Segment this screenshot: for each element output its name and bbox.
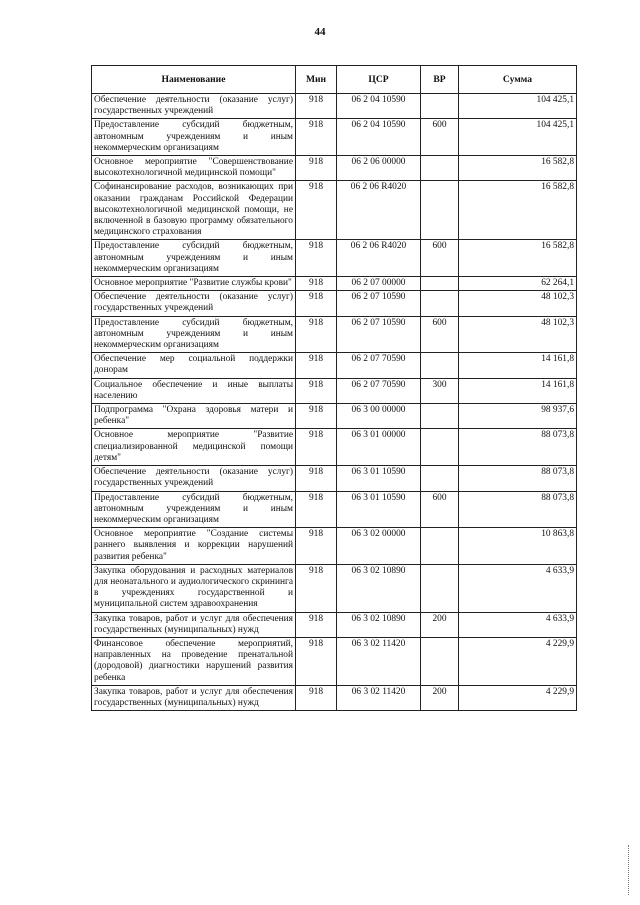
header-name: Наименование	[92, 66, 296, 94]
cell-vr: 600	[421, 316, 459, 353]
cell-min: 918	[296, 156, 337, 181]
cell-name: Предоставление субсидий бюджетным, автономным учреждениям и иным некоммерческим организациям	[92, 316, 296, 353]
cell-sum: 4 229,9	[459, 685, 577, 710]
table-row	[92, 466, 577, 491]
cell-sum: 14 161,8	[459, 378, 577, 403]
cell-name: Социальное обеспечение и иные выплаты населению	[92, 378, 296, 403]
cell-csr: 06 3 01 10590	[337, 491, 421, 528]
table-row	[92, 240, 577, 277]
table-row	[92, 429, 577, 466]
cell-sum: 48 102,3	[459, 316, 577, 353]
cell-vr	[421, 156, 459, 181]
table-row	[92, 119, 577, 156]
cell-csr: 06 3 01 10590	[337, 466, 421, 491]
table-row	[92, 378, 577, 403]
table-row	[92, 156, 577, 181]
cell-csr: 06 2 06 R4020	[337, 240, 421, 277]
cell-sum: 4 229,9	[459, 637, 577, 685]
cell-vr	[421, 291, 459, 316]
cell-name: Обеспечение деятельности (оказание услуг) государственных учреждений	[92, 94, 296, 119]
cell-min: 918	[296, 491, 337, 528]
cell-name: Предоставление субсидий бюджетным, автономным учреждениям и иным некоммерческим организациям	[92, 491, 296, 528]
cell-vr	[421, 564, 459, 612]
cell-csr: 06 3 01 00000	[337, 429, 421, 466]
cell-min: 918	[296, 429, 337, 466]
table-row	[92, 564, 577, 612]
cell-min: 918	[296, 466, 337, 491]
cell-sum: 88 073,8	[459, 491, 577, 528]
cell-vr	[421, 277, 459, 291]
table-row	[92, 404, 577, 429]
cell-csr: 06 2 07 70590	[337, 378, 421, 403]
cell-csr: 06 2 07 10590	[337, 316, 421, 353]
cell-min: 918	[296, 378, 337, 403]
cell-csr: 06 3 02 10890	[337, 612, 421, 637]
cell-min: 918	[296, 119, 337, 156]
cell-name: Обеспечение деятельности (оказание услуг) государственных учреждений	[92, 291, 296, 316]
cell-sum: 48 102,3	[459, 291, 577, 316]
header-sum: Сумма	[459, 66, 577, 94]
table-header-row	[92, 66, 577, 94]
cell-csr: 06 3 02 00000	[337, 528, 421, 565]
cell-csr: 06 2 07 10590	[337, 291, 421, 316]
cell-sum: 16 582,8	[459, 240, 577, 277]
cell-min: 918	[296, 612, 337, 637]
cell-vr	[421, 528, 459, 565]
cell-vr	[421, 429, 459, 466]
cell-name: Основное мероприятие "Создание системы раннего выявления и коррекции нарушений развития ребенка"	[92, 528, 296, 565]
cell-vr	[421, 466, 459, 491]
table-row	[92, 491, 577, 528]
table-row	[92, 528, 577, 565]
cell-name: Основное мероприятие "Совершенствование высокотехнологичной медицинской помощи"	[92, 156, 296, 181]
cell-vr: 300	[421, 378, 459, 403]
cell-min: 918	[296, 316, 337, 353]
cell-name: Закупка оборудования и расходных материалов для неонатального и аудиологического скрининга в учреждениях государственной и муниципальной систем здравоохранения	[92, 564, 296, 612]
cell-csr: 06 3 02 10890	[337, 564, 421, 612]
cell-csr: 06 2 07 00000	[337, 277, 421, 291]
cell-sum: 104 425,1	[459, 119, 577, 156]
table-row	[92, 637, 577, 685]
cell-csr: 06 2 07 70590	[337, 353, 421, 378]
cell-name: Финансовое обеспечение мероприятий, направленных на проведение пренатальной (дородовой) диагностики нарушений развития ребенка	[92, 637, 296, 685]
cell-csr: 06 2 06 00000	[337, 156, 421, 181]
cell-name: Софинансирование расходов, возникающих при оказании гражданам Российской Федерации высокотехнологичной медицинской помощи, не включенной в базовую программу обязательного медицинского страхования	[92, 181, 296, 240]
cell-name: Обеспечение мер социальной поддержки донорам	[92, 353, 296, 378]
cell-vr: 600	[421, 240, 459, 277]
cell-vr: 200	[421, 685, 459, 710]
header-csr: ЦСР	[337, 66, 421, 94]
cell-sum: 104 425,1	[459, 94, 577, 119]
cell-csr: 06 2 06 R4020	[337, 181, 421, 240]
cell-sum: 14 161,8	[459, 353, 577, 378]
budget-table	[91, 65, 577, 711]
cell-csr: 06 2 04 10590	[337, 94, 421, 119]
cell-min: 918	[296, 685, 337, 710]
cell-name: Предоставление субсидий бюджетным, автономным учреждениям и иным некоммерческим организациям	[92, 240, 296, 277]
cell-sum: 62 264,1	[459, 277, 577, 291]
cell-name: Закупка товаров, работ и услуг для обеспечения государственных (муниципальных) нужд	[92, 685, 296, 710]
cell-vr	[421, 404, 459, 429]
cell-name: Обеспечение деятельности (оказание услуг) государственных учреждений	[92, 466, 296, 491]
scan-edge-marks	[628, 845, 630, 895]
cell-csr: 06 3 00 00000	[337, 404, 421, 429]
table-row	[92, 277, 577, 291]
cell-sum: 16 582,8	[459, 156, 577, 181]
table-row	[92, 94, 577, 119]
cell-name: Основное мероприятие "Развитие службы крови"	[92, 277, 296, 291]
header-vr: ВР	[421, 66, 459, 94]
cell-min: 918	[296, 240, 337, 277]
cell-csr: 06 2 04 10590	[337, 119, 421, 156]
table-body	[92, 94, 577, 711]
table-row	[92, 316, 577, 353]
cell-sum: 88 073,8	[459, 429, 577, 466]
cell-vr	[421, 181, 459, 240]
cell-vr	[421, 637, 459, 685]
cell-sum: 4 633,9	[459, 564, 577, 612]
cell-sum: 4 633,9	[459, 612, 577, 637]
cell-min: 918	[296, 181, 337, 240]
cell-vr: 600	[421, 491, 459, 528]
cell-min: 918	[296, 291, 337, 316]
cell-min: 918	[296, 277, 337, 291]
cell-csr: 06 3 02 11420	[337, 685, 421, 710]
page-number: 44	[314, 26, 326, 38]
cell-min: 918	[296, 528, 337, 565]
cell-min: 918	[296, 404, 337, 429]
cell-vr	[421, 353, 459, 378]
table-row	[92, 353, 577, 378]
header-min: Мин	[296, 66, 337, 94]
cell-name: Закупка товаров, работ и услуг для обеспечения государственных (муниципальных) нужд	[92, 612, 296, 637]
table-row	[92, 685, 577, 710]
cell-min: 918	[296, 637, 337, 685]
cell-sum: 16 582,8	[459, 181, 577, 240]
cell-sum: 98 937,6	[459, 404, 577, 429]
cell-csr: 06 3 02 11420	[337, 637, 421, 685]
table-row	[92, 612, 577, 637]
cell-name: Предоставление субсидий бюджетным, автономным учреждениям и иным некоммерческим организациям	[92, 119, 296, 156]
cell-vr: 200	[421, 612, 459, 637]
cell-name: Основное мероприятие "Развитие специализированной медицинской помощи детям"	[92, 429, 296, 466]
cell-min: 918	[296, 353, 337, 378]
table-row	[92, 181, 577, 240]
cell-min: 918	[296, 564, 337, 612]
cell-sum: 88 073,8	[459, 466, 577, 491]
cell-sum: 10 863,8	[459, 528, 577, 565]
cell-vr: 600	[421, 119, 459, 156]
cell-vr	[421, 94, 459, 119]
table-row	[92, 291, 577, 316]
cell-name: Подпрограмма "Охрана здоровья матери и ребенка"	[92, 404, 296, 429]
cell-min: 918	[296, 94, 337, 119]
